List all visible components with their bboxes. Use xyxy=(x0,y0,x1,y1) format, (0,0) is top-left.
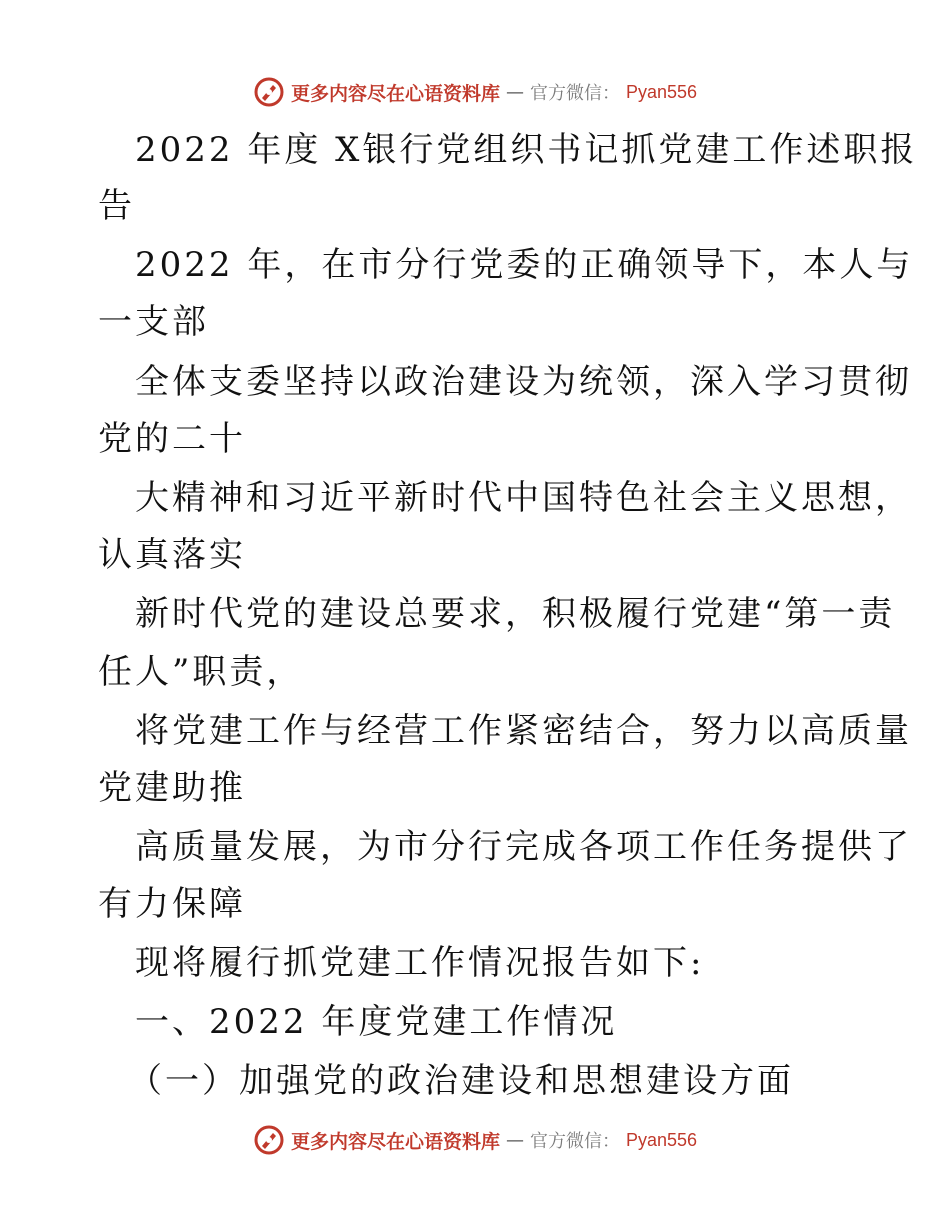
paragraph-line: 全体支委坚持以政治建设为统领，深入学习贯彻 xyxy=(135,362,912,402)
watermark-wechat-id: Pyan556 xyxy=(625,81,698,102)
paragraph-line: 有力保障 xyxy=(98,884,246,924)
watermark-separator: — xyxy=(505,1129,524,1151)
paragraph-line: 新时代党的建设总要求，积极履行党建“第一责 xyxy=(135,594,896,634)
watermark-brand-text: 更多内容尽在心语资料库 xyxy=(290,1130,500,1153)
brand-logo-icon xyxy=(253,76,285,108)
paragraph-line: 任人”职责， xyxy=(98,652,304,692)
paragraph-line: 高质量发展，为市分行完成各项工作任务提供了 xyxy=(135,827,912,867)
paragraph-line: 一支部 xyxy=(98,302,209,342)
watermark-wechat-id: Pyan556 xyxy=(625,1129,698,1150)
watermark-official-label: 官方微信： xyxy=(529,1131,620,1152)
section-heading: 一、2022 年度党建工作情况 xyxy=(135,1002,618,1042)
paragraph-line: 将党建工作与经营工作紧密结合，努力以高质量 xyxy=(135,711,912,751)
paragraph-line: 党的二十 xyxy=(98,419,246,459)
header-watermark xyxy=(0,72,950,112)
document-title: 2022 年度 X银行党组织书记抓党建工作述职报 xyxy=(135,130,918,170)
document-title-wrap: 告 xyxy=(98,186,135,226)
watermark-separator: — xyxy=(505,81,524,103)
paragraph-line: 党建助推 xyxy=(98,768,246,808)
watermark-brand-text: 更多内容尽在心语资料库 xyxy=(290,82,500,105)
footer-watermark xyxy=(0,1120,950,1160)
brand-logo-icon xyxy=(253,1124,285,1156)
paragraph-line: 2022 年，在市分行党委的正确领导下，本人与 xyxy=(135,245,914,285)
paragraph-line: 现将履行抓党建工作情况报告如下: xyxy=(135,943,705,983)
watermark-official-label: 官方微信： xyxy=(529,83,620,104)
paragraph-line: 大精神和习近平新时代中国特色社会主义思想， xyxy=(135,478,912,518)
subsection-heading: （一）加强党的政治建设和思想建设方面 xyxy=(128,1061,794,1101)
paragraph-line: 认真落实 xyxy=(98,535,246,575)
